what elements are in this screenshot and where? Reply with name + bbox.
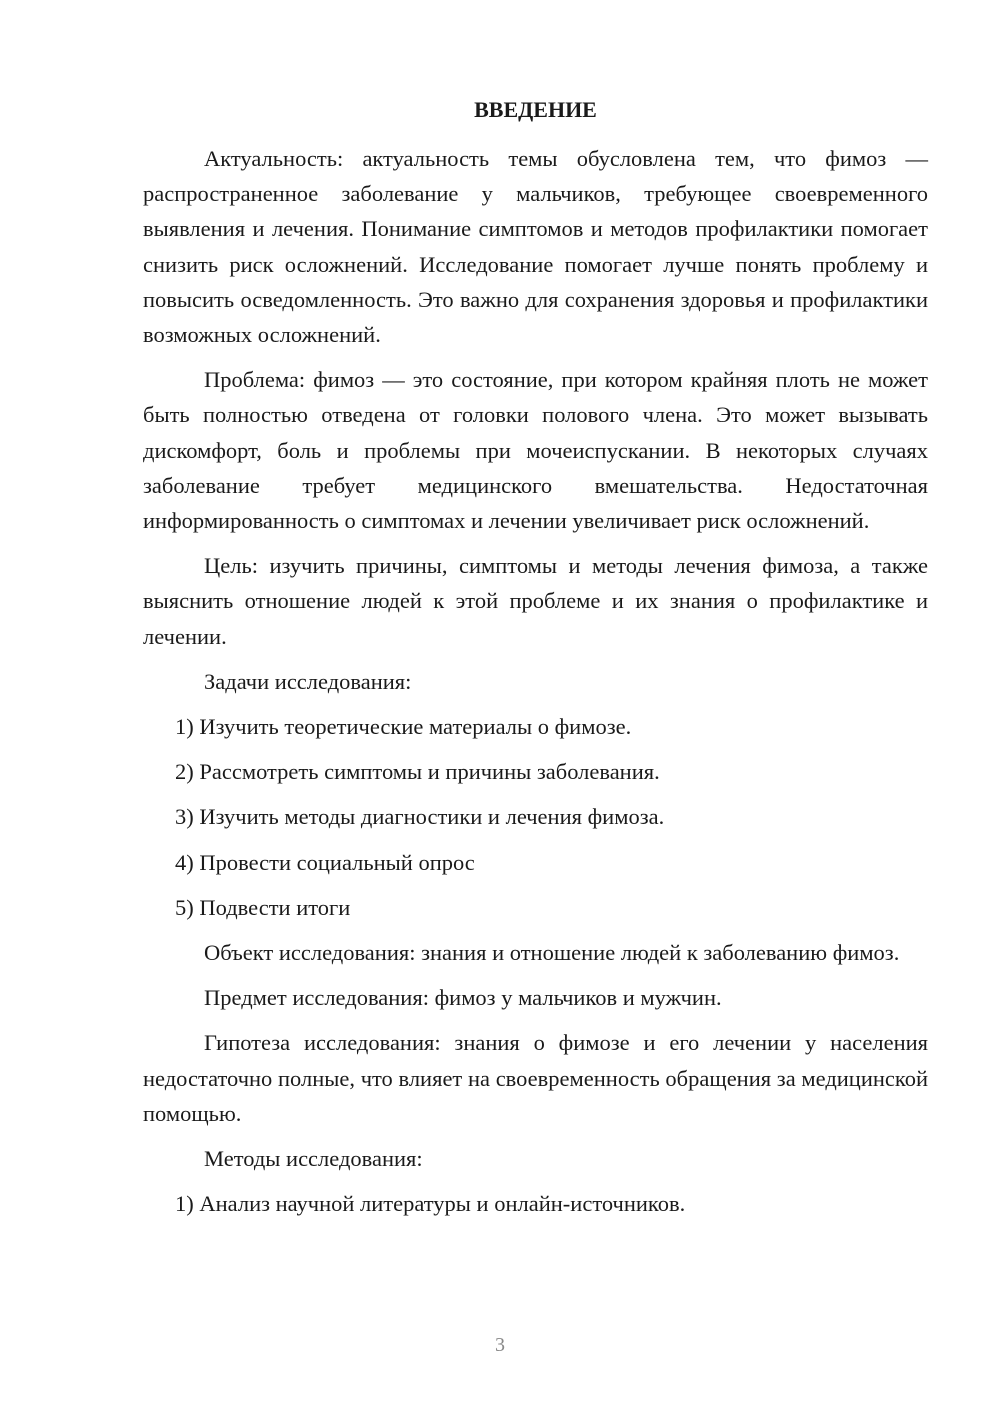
hypothesis-paragraph: Гипотеза исследования: знания о фимозе и его лечении у населения недостаточно полные, что влияет на своевременность обращения за медицинской помощью.	[143, 1030, 928, 1126]
list-item: 3) Изучить методы диагностики и лечения фимоза.	[175, 804, 665, 830]
list-item: 4) Провести социальный опрос	[175, 849, 475, 875]
page-title: ВВЕДЕНИЕ	[474, 97, 597, 122]
list-item: 1) Анализ научной литературы и онлайн-источников.	[175, 1191, 686, 1217]
goal-paragraph: Цель: изучить причины, симптомы и методы лечения фимоза, а также выяснить отношение людей к этой проблеме и их знания о профилактике и лечении.	[143, 553, 928, 649]
relevance-paragraph: Актуальность: актуальность темы обусловлена тем, что фимоз — распространенное заболевание у мальчиков, требующее своевременного выявления и лечения. Понимание симптомов и методов профилактики помогает снизить риск осложнений. Исследование помогает лучше понять проблему и повысить осведомленность. Это важно для сохранения здоровья и профилактики возможных осложнений.	[143, 146, 928, 348]
page-number: 3	[495, 1334, 505, 1356]
document-page	[143, 94, 928, 1231]
methods-heading: Методы исследования:	[204, 1146, 423, 1172]
methods-list	[143, 1186, 928, 1221]
list-item: 5) Подвести итоги	[175, 894, 351, 920]
list-item: 1) Изучить теоретические материалы о фимозе.	[175, 714, 632, 740]
list-item: 2) Рассмотреть симптомы и причины заболевания.	[175, 759, 660, 785]
problem-paragraph: Проблема: фимоз — это состояние, при котором крайняя плоть не может быть полностью отведена от головки полового члена. Это может вызывать дискомфорт, боль и проблемы при мочеиспускании. В некоторых случаях заболевание требует медицинского вмешательства. Недостаточная информированность о симптомах и лечении увеличивает риск осложнений.	[143, 367, 928, 534]
tasks-heading: Задачи исследования:	[204, 668, 412, 694]
tasks-list	[143, 709, 928, 925]
object-paragraph: Объект исследования: знания и отношение людей к заболеванию фимоз.	[204, 940, 900, 966]
subject-paragraph: Предмет исследования: фимоз у мальчиков и мужчин.	[204, 985, 722, 1011]
